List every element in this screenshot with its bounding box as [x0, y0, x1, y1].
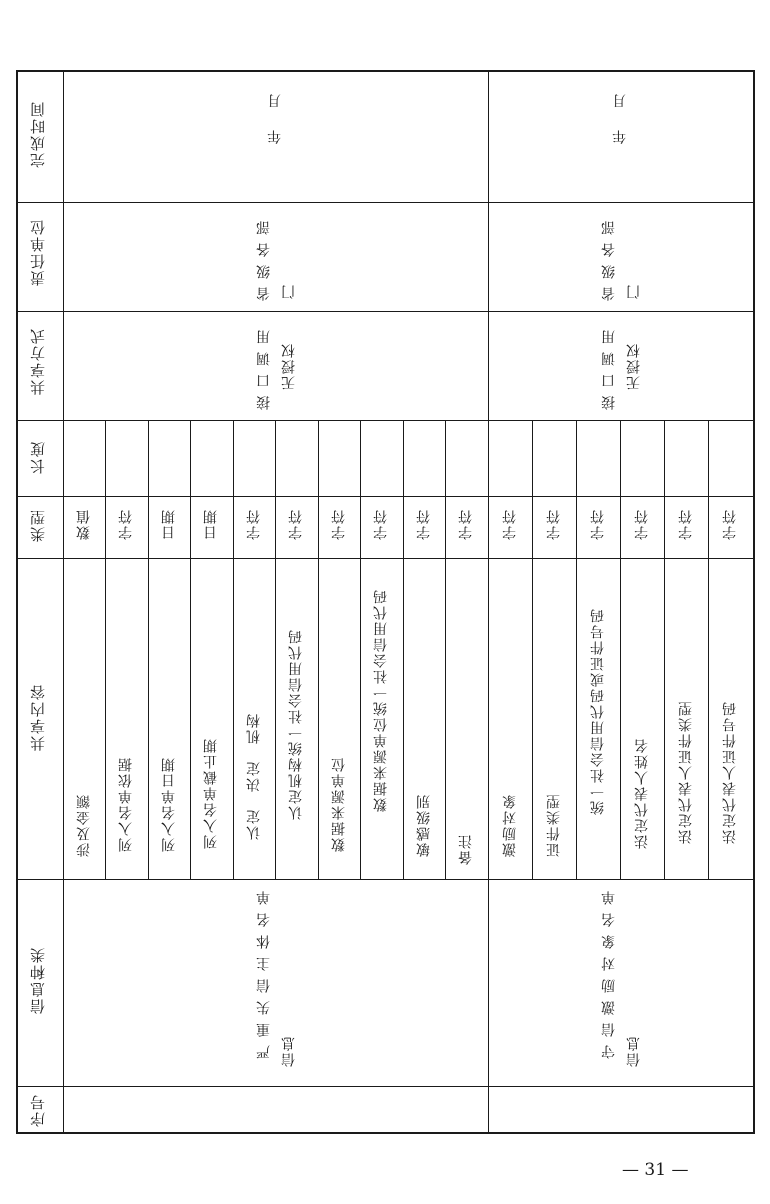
unit-line1: 省级各部: [256, 213, 272, 301]
info-type-line2: 信息: [626, 1035, 642, 1067]
row-content: 列入名单日期: [161, 756, 177, 852]
header-content: 共享内容: [29, 683, 47, 751]
row-type: 字符: [118, 508, 134, 540]
header-unit: 责任单位: [29, 218, 47, 286]
grid-line: [275, 420, 276, 879]
row-content: 统一社会信用代码或证件号码: [590, 607, 606, 815]
header-info-type: 信息种类: [29, 946, 47, 1014]
row-content: 数据来源单位统一社会信用代码: [373, 588, 389, 812]
grid-line: [148, 420, 149, 879]
header-share-mode: 共享方式: [29, 327, 47, 395]
header-time: 完成时间: [29, 100, 47, 168]
row-content: 认定 决定 机构: [246, 712, 262, 840]
row-type: 字符: [373, 508, 389, 540]
row-content: 备注: [458, 833, 474, 865]
row-content: 数据来源单位: [331, 756, 347, 852]
share-mode-line2: 无授权: [626, 342, 642, 390]
row-content: 法定代表人证件号码: [722, 700, 738, 844]
row-content: 法定代表人证件类型: [678, 700, 694, 844]
share-mode-line2: 无授权: [281, 342, 297, 390]
time-year: 年: [612, 128, 628, 144]
row-type: 日期: [203, 508, 219, 540]
page-number: — 31 —: [622, 1160, 689, 1180]
grid-line: [233, 420, 234, 879]
row-type: 日期: [161, 508, 177, 540]
grid-line: [532, 420, 533, 879]
grid-line: [16, 496, 755, 497]
grid-line: [403, 420, 404, 879]
header-length: 长度: [29, 440, 47, 474]
info-type-line1: 严重失信主体名单: [256, 883, 272, 1059]
row-content: 法定代表人姓名: [634, 737, 650, 849]
row-type: 字符: [458, 508, 474, 540]
row-type: 字符: [416, 508, 432, 540]
grid-line: [16, 202, 755, 203]
unit-line2: 门: [626, 283, 642, 299]
row-type: 字符: [246, 508, 262, 540]
row-type: 字符: [634, 508, 650, 540]
grid-line: [445, 420, 446, 879]
row-type: 字符: [590, 508, 606, 540]
grid-line: [488, 70, 489, 1134]
info-type-line2: 信息: [281, 1035, 297, 1067]
row-content: 敏感级别: [416, 793, 432, 857]
info-type-line1: 守信激励对象名单: [601, 883, 617, 1059]
grid-line: [708, 420, 709, 879]
row-content: 涉及金额: [76, 793, 92, 857]
grid-line: [16, 558, 755, 559]
grid-line: [360, 420, 361, 879]
grid-line: [105, 420, 106, 879]
grid-line: [16, 420, 755, 421]
row-type: 字符: [678, 508, 694, 540]
header-seq: 序号: [29, 1093, 47, 1127]
grid-line: [63, 70, 64, 1134]
share-mode-line1: 接口调用: [256, 322, 272, 410]
grid-line: [318, 420, 319, 879]
row-type: 字符: [288, 508, 304, 540]
grid-line: [16, 879, 755, 880]
row-type: 字符: [546, 508, 562, 540]
grid-line: [16, 311, 755, 312]
row-content: 列入名单截止期: [203, 737, 219, 849]
row-content: 列入名单依据: [118, 756, 134, 852]
row-content: 证件类型: [546, 793, 562, 857]
share-mode-line1: 接口调用: [601, 322, 617, 410]
row-content: 认定机构统一社会信用代码: [288, 628, 304, 820]
row-type: 字符: [502, 508, 518, 540]
unit-line1: 省级各部: [601, 213, 617, 301]
time-month: 月: [612, 92, 628, 108]
grid-line: [576, 420, 577, 879]
row-type: 字符: [722, 508, 738, 540]
unit-line2: 门: [281, 283, 297, 299]
row-type: 字符: [331, 508, 347, 540]
grid-line: [190, 420, 191, 879]
time-month: 月: [267, 92, 283, 108]
grid-line: [664, 420, 665, 879]
grid-line: [16, 1086, 755, 1087]
header-type: 类型: [29, 508, 47, 542]
grid-line: [620, 420, 621, 879]
row-content: 激励对象: [502, 793, 518, 857]
row-type: 数值: [76, 508, 92, 540]
time-year: 年: [267, 128, 283, 144]
